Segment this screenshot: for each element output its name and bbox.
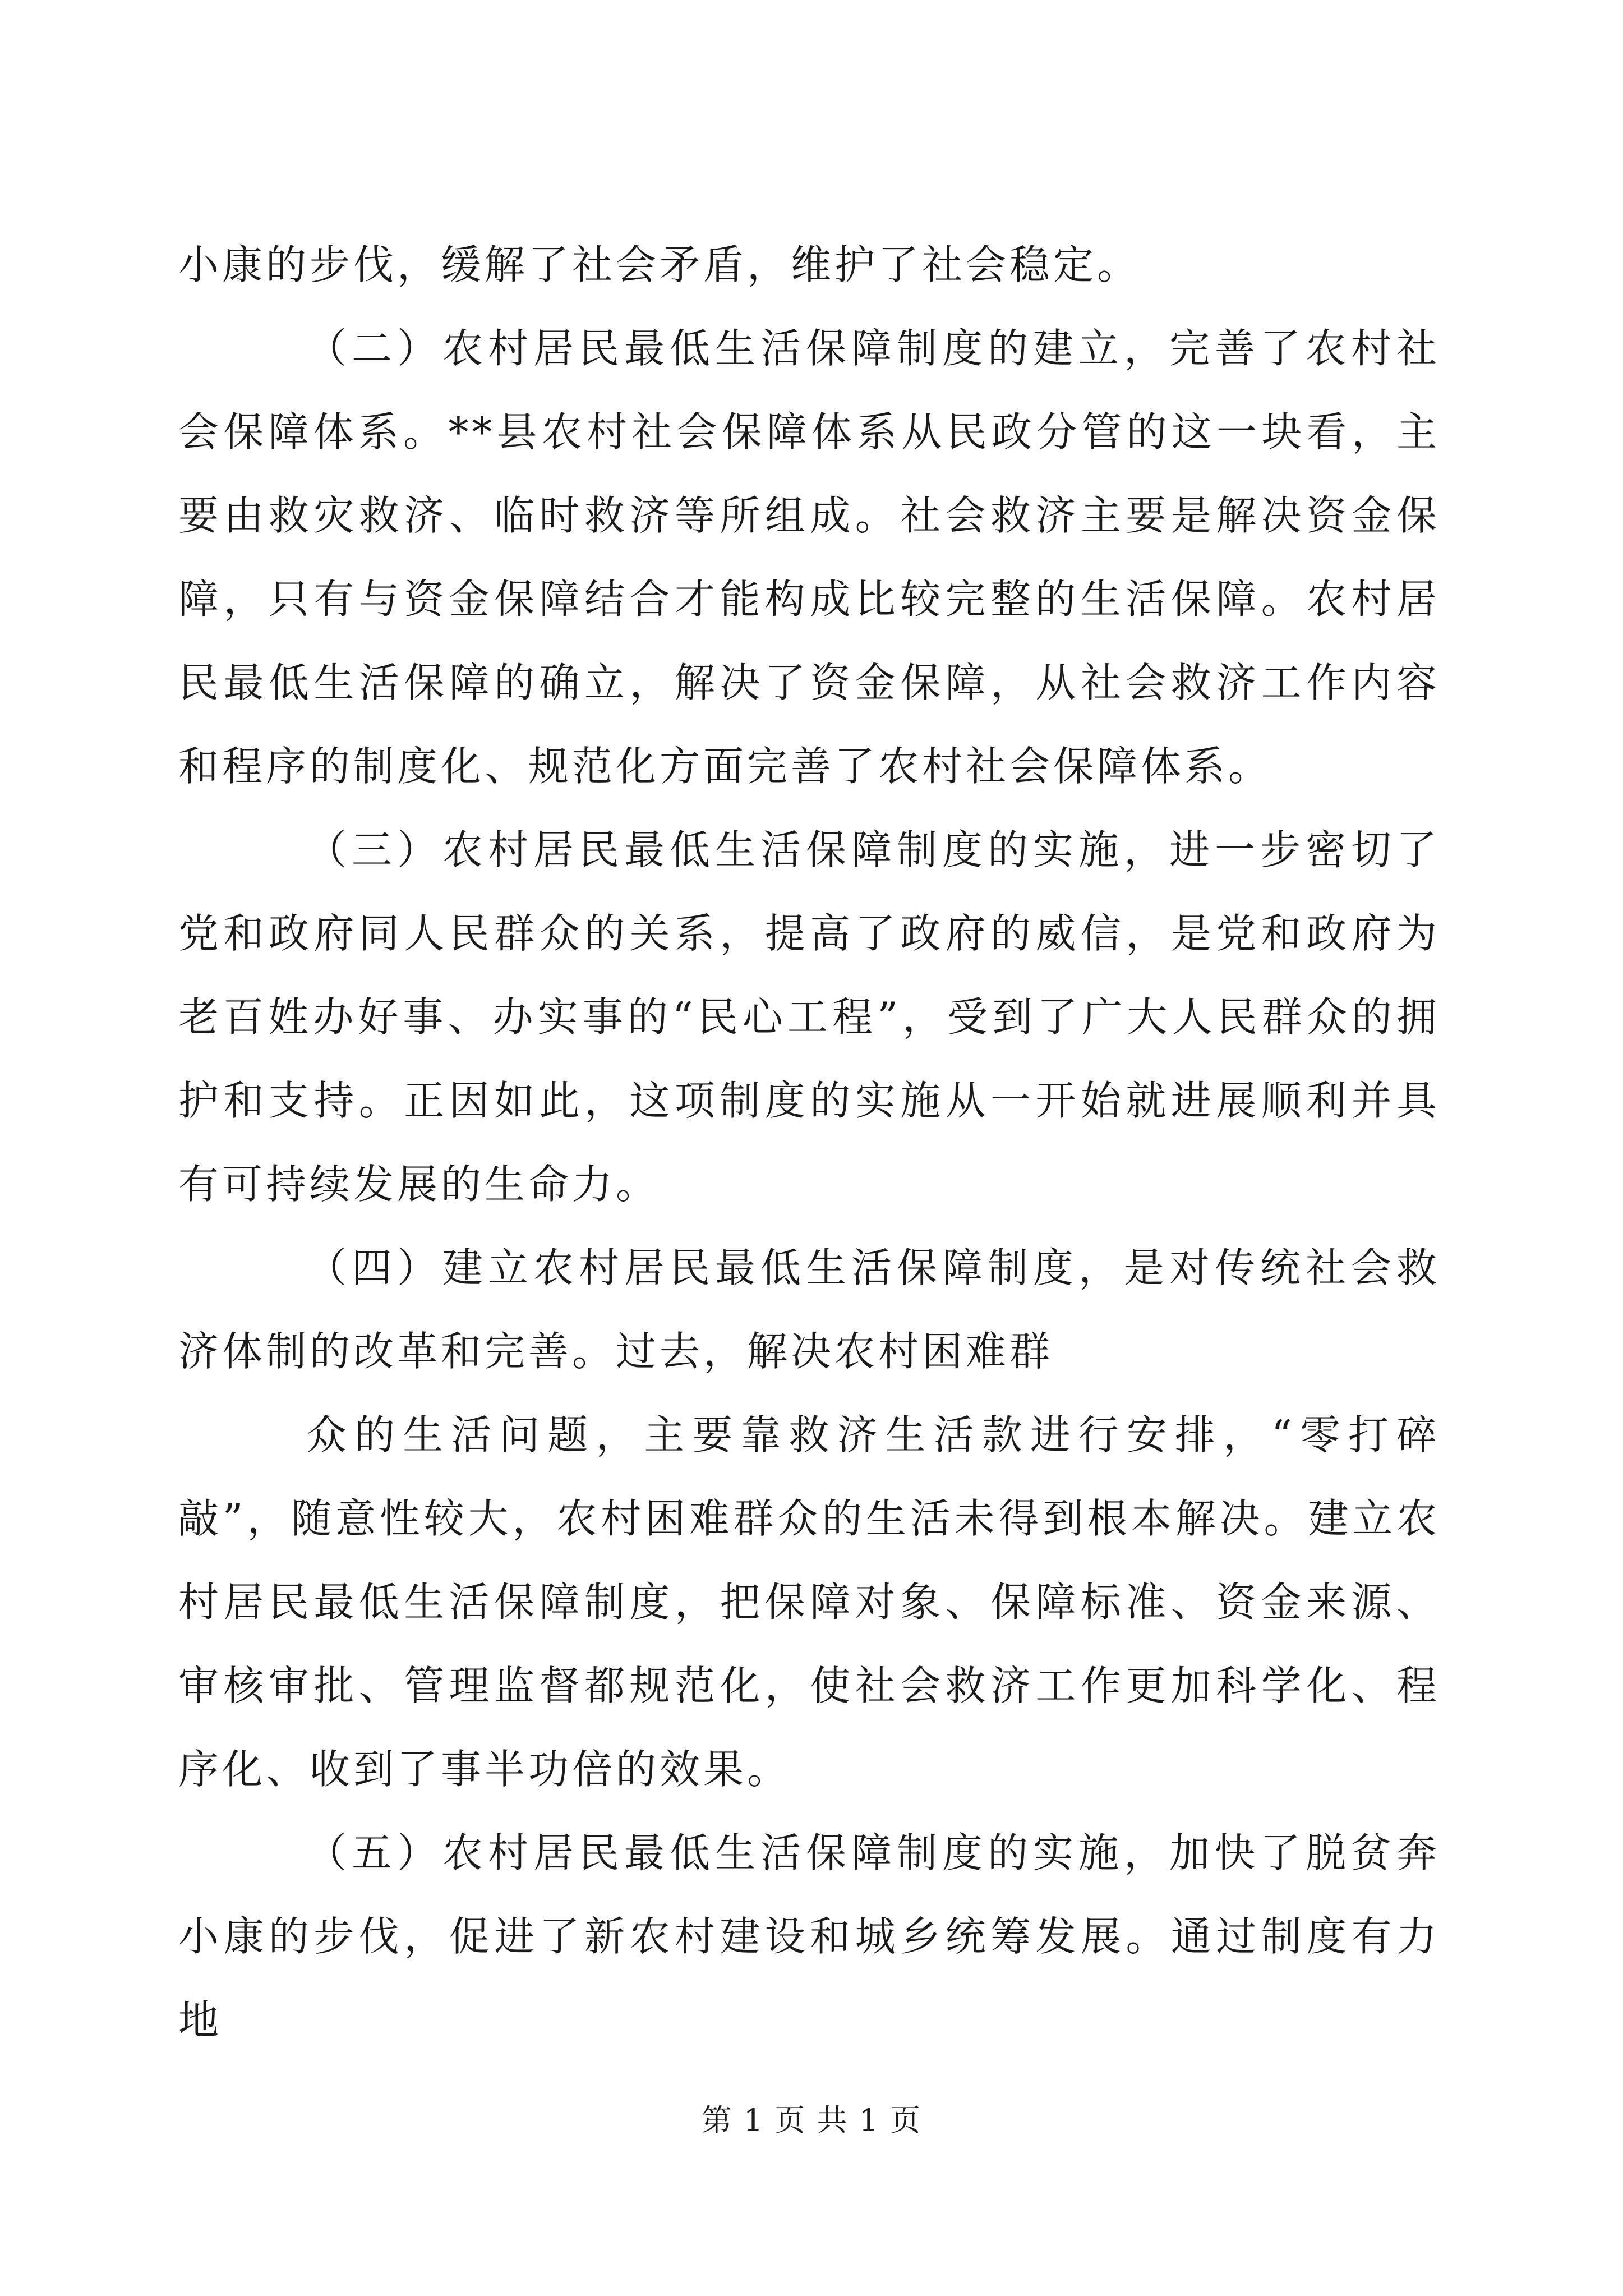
paragraph-section-2: （二）农村居民最低生活保障制度的建立，完善了农村社会保障体系。**县农村社会保障体系从民政分管的这一块看，主要由救灾救济、临时救济等所组成。社会救济主要是解决资金保障，只有与资金保障结合才能构成比较完整的生活保障。农村居民最低生活保障的确立，解决了资金保障，从社会救济工作内容和程序的制度化、规范化方面完善了农村社会保障体系。 (178, 325, 1440, 790)
paragraph-section-4: （四）建立农村居民最低生活保障制度，是对传统社会救济体制的改革和完善。过去，解决农村困难群 (178, 1244, 1440, 1375)
page-number-label: 第 1 页 共 1 页 (701, 2102, 922, 2138)
paragraph-section-5: （五）农村居民最低生活保障制度的实施，加快了脱贫奔小康的步伐，促进了新农村建设和城乡统筹发展。通过制度有力地 (178, 1829, 1440, 2044)
paragraph-section-3: （三）农村居民最低生活保障制度的实施，进一步密切了党和政府同人民群众的关系，提高了政府的威信，是党和政府为老百姓办好事、办实事的“民心工程”，受到了广大人民群众的拥护和支持。正因如此，这项制度的实施从一开始就进展顺利并具有可持续发展的生命力。 (178, 826, 1440, 1208)
page-footer (0, 2098, 1623, 2143)
paragraph-section-4-continued: 众的生活问题，主要靠救济生活款进行安排，“零打碎敲”，随意性较大，农村困难群众的生活未得到根本解决。建立农村居民最低生活保障制度，把保障对象、保障标准、资金来源、审核审批、管理监督都规范化，使社会救济工作更加科学化、程序化、收到了事半功倍的效果。 (178, 1411, 1440, 1793)
paragraph-continuation: 小康的步伐，缓解了社会矛盾，维护了社会稳定。 (178, 241, 1141, 288)
document-body (178, 223, 1440, 2062)
